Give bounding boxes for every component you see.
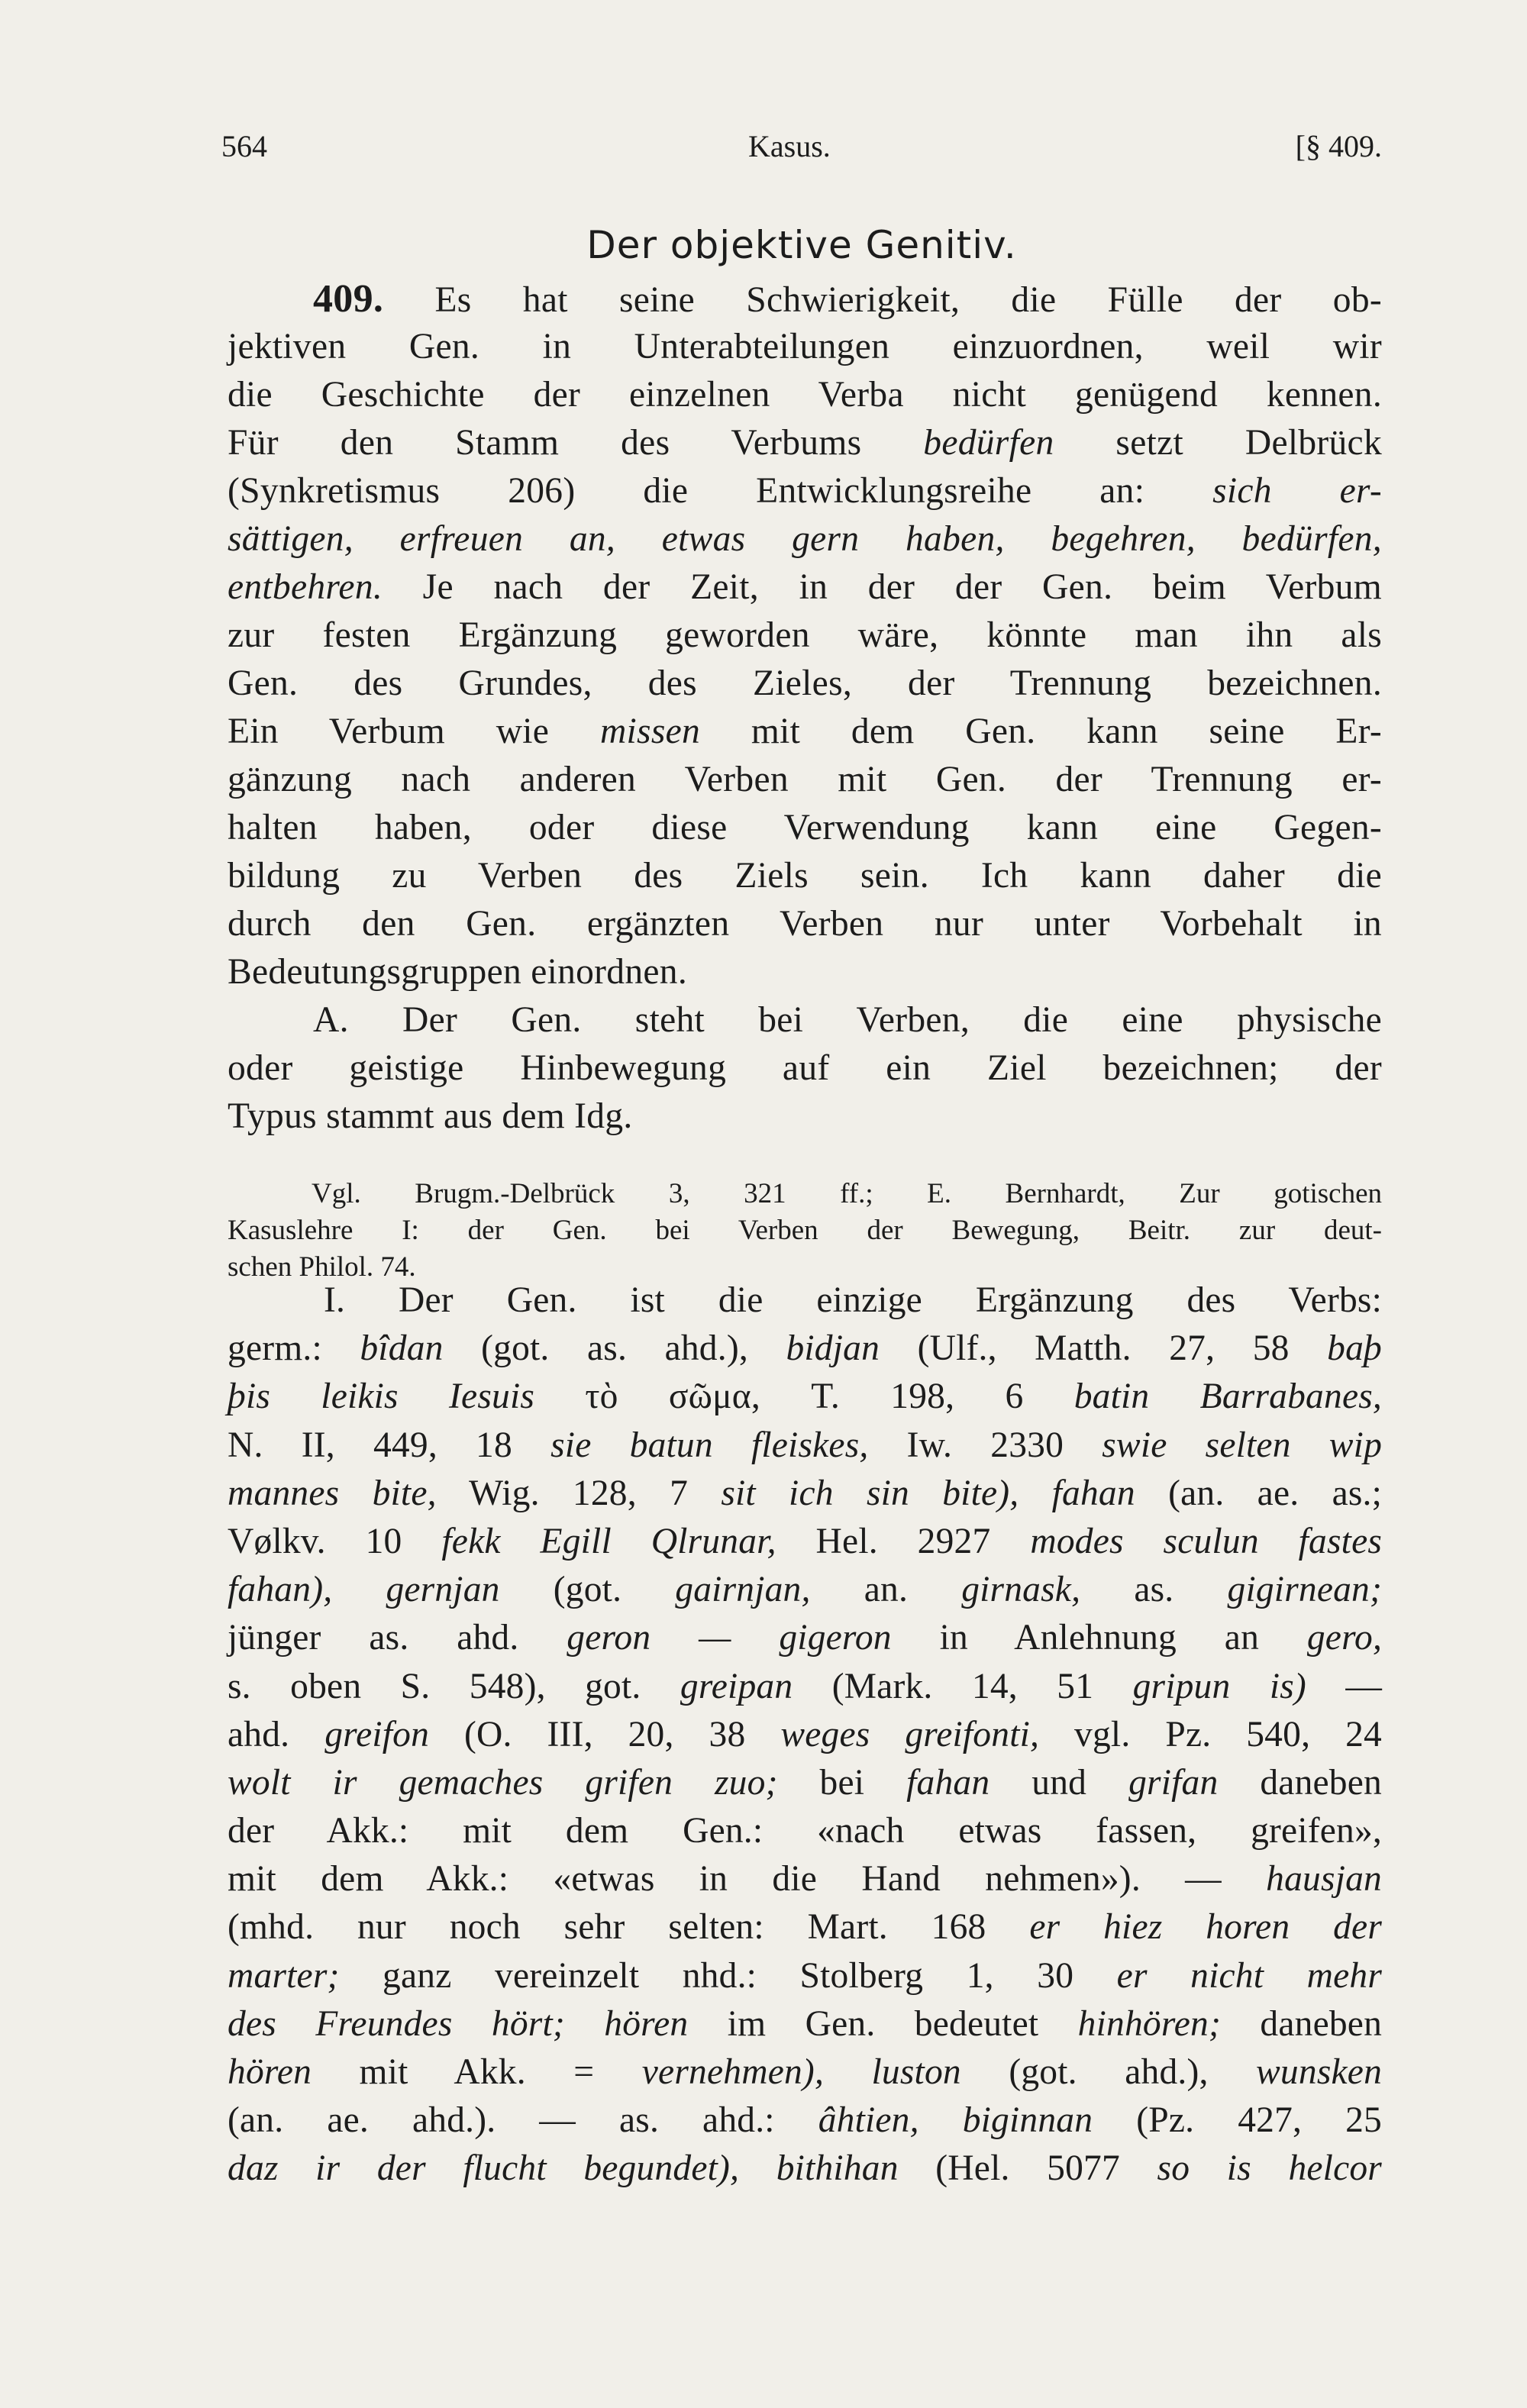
- note-line: Vgl. Brugm.-Delbrück 3, 321 ff.; E. Bernhardt, Zur gotischen: [312, 1178, 1382, 1209]
- text-line: s. oben S. 548), got. greipan (Mark. 14, 51 gripun is) —: [228, 1666, 1383, 1706]
- body-text-block-1: [228, 275, 1382, 1141]
- text-line: N. II, 449, 18 sie batun fleiskes, Iw. 2330 swie selten wip: [228, 1425, 1383, 1465]
- body-text-block-2: [228, 1277, 1382, 2193]
- text-line: jektiven Gen. in Unterabteilungen einzuordnen, weil wir: [228, 327, 1382, 366]
- page-number: 564: [221, 129, 267, 163]
- note-line: schen Philol. 74.: [228, 1251, 416, 1283]
- text-line: (Synkretismus 206) die Entwicklungsreihe an: sich er-: [228, 471, 1382, 511]
- text-line: fahan), gernjan (got. gairnjan, an. girnask, as. gigirnean;: [228, 1570, 1383, 1610]
- text-line: (mhd. nur noch sehr selten: Mart. 168 er hiez horen der: [228, 1907, 1383, 1948]
- text-line: marter; ganz vereinzelt nhd.: Stolberg 1, 30 er nicht mehr: [228, 1955, 1383, 1996]
- section-reference: [§ 409.: [1295, 129, 1382, 163]
- text-line: Typus stammt aus dem Idg.: [228, 1096, 633, 1136]
- text-line: zur festen Ergänzung geworden wäre, könnte man ihn als: [228, 615, 1382, 655]
- text-line: des Freundes hört; hören im Gen. bedeutet hinhören; daneben: [228, 2003, 1383, 2044]
- text-line: Vølkv. 10 fekk Egill Qlrunar, Hel. 2927 modes sculun fastes: [228, 1521, 1383, 1561]
- text-line: gänzung nach anderen Verben mit Gen. der Trennung er-: [228, 760, 1382, 799]
- text-line: hören mit Akk. = vernehmen), luston (got. ahd.), wunsken: [228, 2052, 1383, 2092]
- text-line: (an. ae. ahd.). — as. ahd.: âhtien, biginnan (Pz. 427, 25: [228, 2100, 1383, 2141]
- text-line: mit dem Akk.: «etwas in die Hand nehmen»). — hausjan: [228, 1859, 1382, 1900]
- text-line: daz ir der flucht begundet), bithihan (Hel. 5077 so is helcor: [228, 2148, 1382, 2189]
- running-title: Kasus.: [748, 129, 831, 163]
- text-line: Ein Verbum wie missen mit dem Gen. kann seine Er-: [228, 712, 1382, 751]
- text-line: sättigen, erfreuen an, etwas gern haben, begehren, bedürfen,: [228, 519, 1382, 559]
- text-line: þis leikis Iesuis τὸ σῶμα, T. 198, 6 batin Barrabanes,: [228, 1377, 1382, 1417]
- note-line: Kasuslehre I: der Gen. bei Verben der Bewegung, Beitr. zur deut-: [228, 1215, 1382, 1246]
- text-line: ahd. greifon (O. III, 20, 38 weges greifonti, vgl. Pz. 540, 24: [228, 1714, 1382, 1754]
- text-line: halten haben, oder diese Verwendung kann eine Gegen-: [228, 808, 1382, 847]
- text-line: oder geistige Hinbewegung auf ein Ziel bezeichnen; der: [228, 1048, 1382, 1088]
- text-line: jünger as. ahd. geron — gigeron in Anlehnung an gero,: [228, 1618, 1383, 1658]
- text-line: Bedeutungsgruppen einordnen.: [228, 952, 688, 992]
- text-line: bildung zu Verben des Ziels sein. Ich kann daher die: [228, 856, 1382, 896]
- text-line: Für den Stamm des Verbums bedürfen setzt Delbrück: [228, 423, 1382, 463]
- text-line: durch den Gen. ergänzten Verben nur unter Vorbehalt in: [228, 904, 1382, 944]
- section-number: 409.: [313, 277, 384, 321]
- text-line: 409. Es hat seine Schwierigkeit, die Fülle der ob-: [313, 277, 1382, 321]
- text-line: A. Der Gen. steht bei Verben, die eine physische: [313, 1000, 1382, 1040]
- text-line: mannes bite, Wig. 128, 7 sit ich sin bite), fahan (an. ae. as.;: [228, 1473, 1383, 1513]
- text-line: I. Der Gen. ist die einzige Ergänzung des Verbs:: [324, 1280, 1382, 1320]
- text-line: entbehren. Je nach der Zeit, in der der Gen. beim Verbum: [228, 567, 1382, 607]
- text-line: die Geschichte der einzelnen Verba nicht genügend kennen.: [228, 375, 1382, 415]
- running-head: [221, 128, 1382, 174]
- text-line: germ.: bîdan (got. as. ahd.), bidjan (Ulf., Matth. 27, 58 baþ: [228, 1328, 1382, 1369]
- text-line: Gen. des Grundes, des Zieles, der Trennung bezeichnen.: [228, 663, 1382, 703]
- reference-note: [228, 1176, 1382, 1286]
- text-line: wolt ir gemaches grifen zuo; bei fahan und grifan daneben: [228, 1762, 1382, 1803]
- text-line: der Akk.: mit dem Gen.: «nach etwas fassen, greifen»,: [228, 1811, 1382, 1851]
- section-heading: Der objektive Genitiv.: [586, 223, 1017, 267]
